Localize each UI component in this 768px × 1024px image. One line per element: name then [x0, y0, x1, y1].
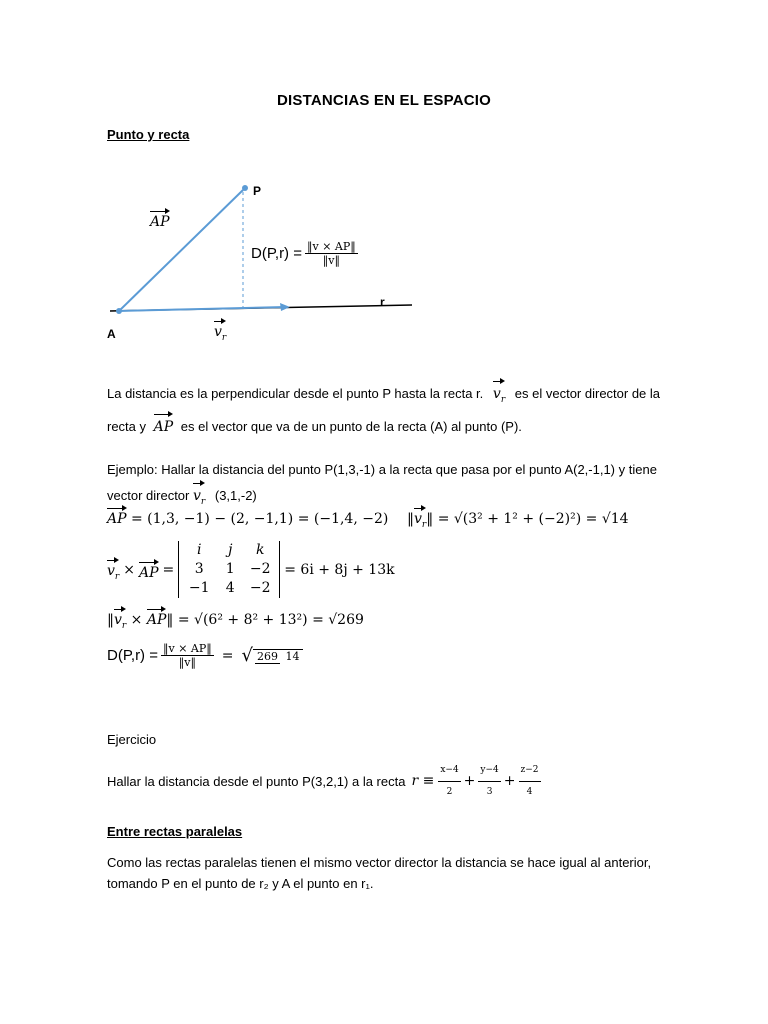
label-r: r: [380, 295, 385, 309]
label-p: P: [253, 184, 262, 198]
example-statement: Ejemplo: Hallar la distancia del punto P(1,3,-1) a la recta que pasa por el punto A(2,-1,1) y tiene vector director $v_r$ (3,1,-2): [107, 462, 657, 507]
equation-cross-product: $v_r$ × AP = i j k 3 1 −2 −1 4 −2 = 6i + 8j + 13k: [107, 542, 395, 596]
vector-vr-arrow: [119, 307, 286, 311]
point-p-dot: [242, 185, 248, 191]
section-heading-punto-recta: Punto y recta: [107, 127, 190, 142]
equation-distance-result: D(P,r) = $\frac{‖v \times AP‖}{‖v‖}$ = √ 269 14: [107, 642, 303, 669]
exercise-statement: Hallar la distancia desde el punto P(3,2,1) a la recta r ≡ $\frac{x-4}{2}$ + $\frac{y-4}{3}$ + $\frac{z-2}{4}$: [107, 760, 541, 803]
paragraph-paralelas: Como las rectas paralelas tienen el mismo vector director la distancia se hace igual al anterior, tomando P en el punto de r₂ y A el punto en r₁.: [107, 855, 652, 891]
determinant-matrix: i j k 3 1 −2 −1 4 −2: [178, 541, 280, 598]
vector-vr-arrowhead: [280, 303, 290, 311]
equation-ap: AP = (1,3, −1) − (2, −1,1) = (−1,4, −2): [107, 505, 388, 527]
distance-formula: D(P,r) = $\frac{‖v \times AP‖}{‖v‖}$: [251, 240, 356, 267]
point-a-dot: [116, 308, 122, 314]
label-a: A: [107, 327, 116, 341]
paragraph-definition: La distancia es la perpendicular desde el punto P hasta la recta r. $v_r$ es el vector director de la recta y AP es el vector que va de un punto de la recta (A) al punto (P).: [107, 378, 667, 438]
equation-norm-vr: ‖ $v_r‖ = √(3^2 + 1^2 + (-2)^2) = √14$: [407, 505, 629, 530]
label-vector-vr: $v_r$: [214, 318, 226, 343]
label-vector-ap: AP: [150, 208, 170, 230]
section-heading-paralelas: Entre rectas paralelas: [107, 824, 243, 839]
equation-norm-cross: ‖ $v_r$ × AP‖ = √(6² + 8² + 13²) = √269: [107, 606, 364, 631]
page-title: DISTANCIAS EN EL ESPACIO: [277, 92, 491, 109]
vector-ap-arrow: [119, 190, 243, 311]
exercise-heading: Ejercicio: [107, 732, 157, 747]
